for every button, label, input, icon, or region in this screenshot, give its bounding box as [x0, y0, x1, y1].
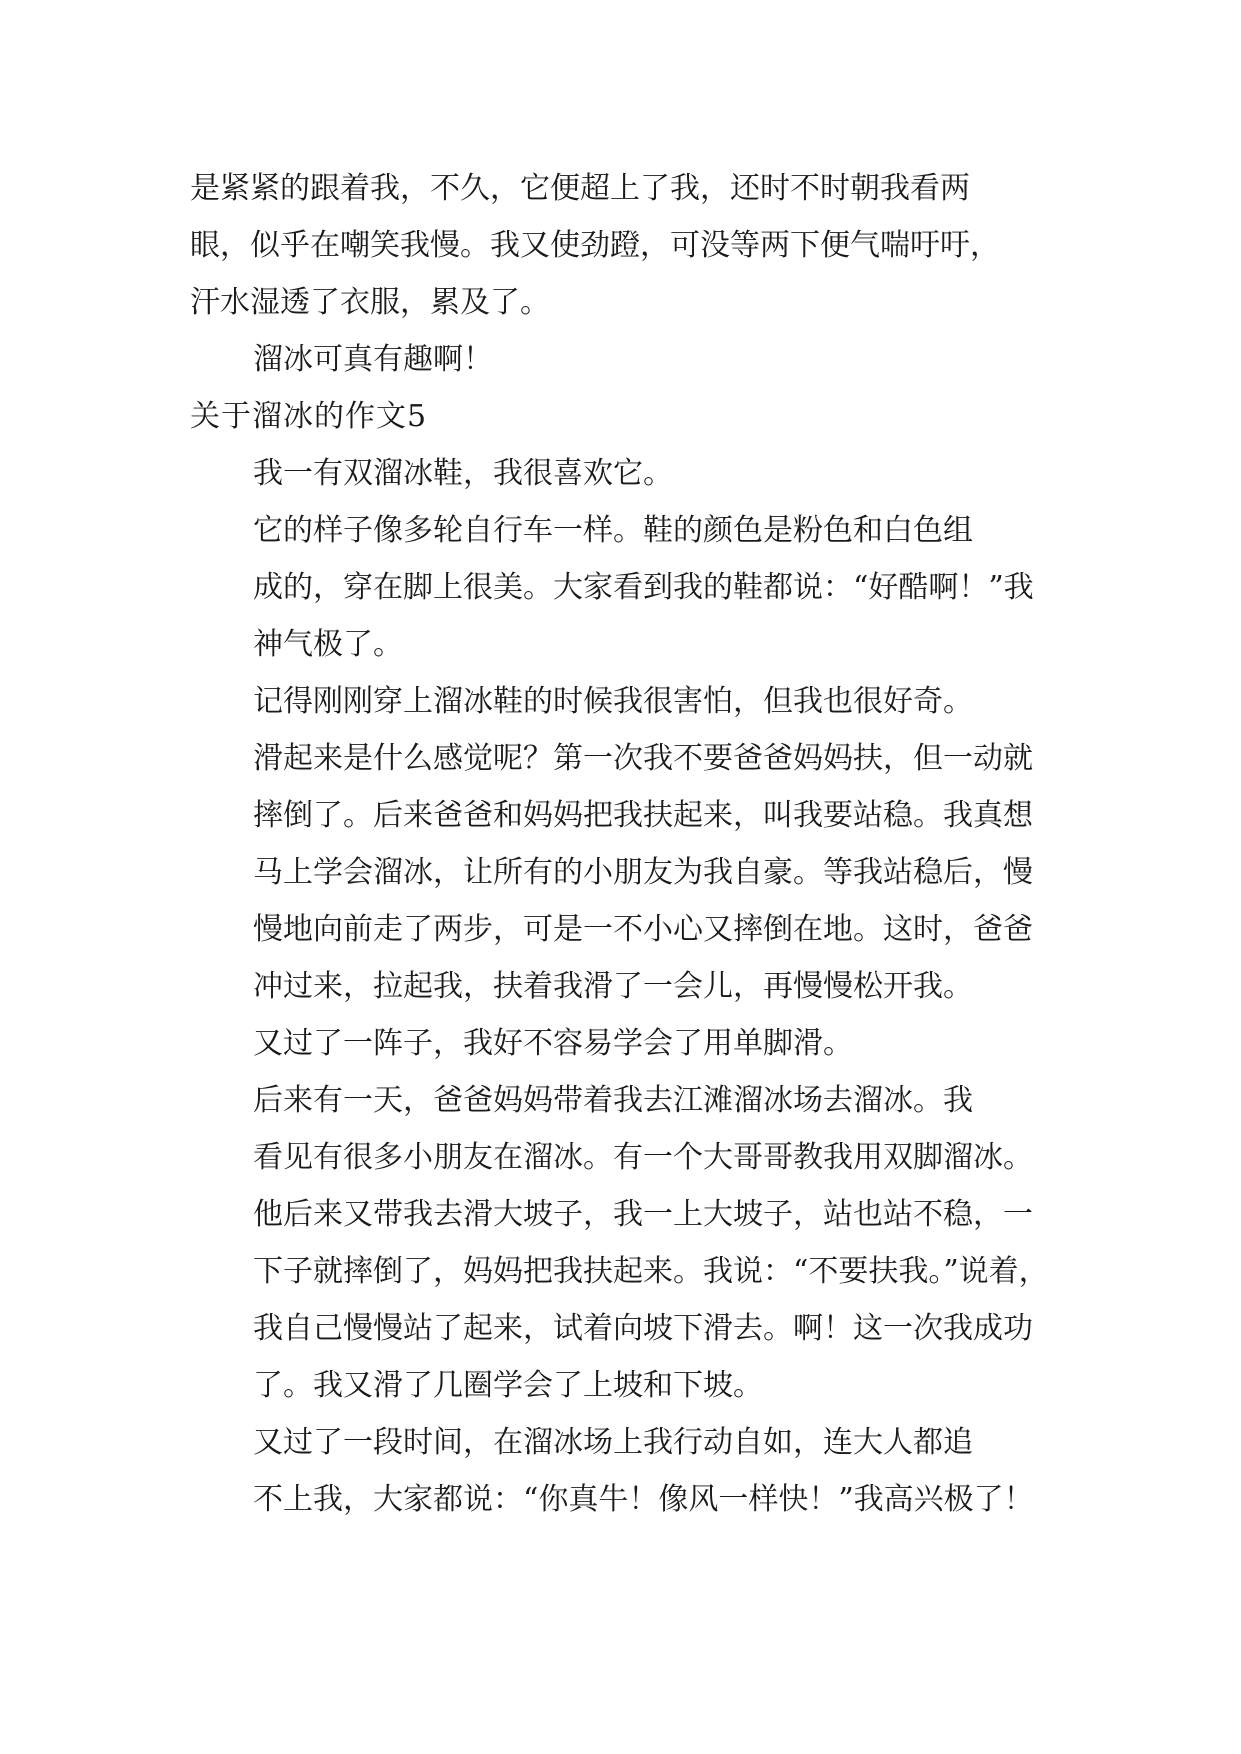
text-line: 滑起来是什么感觉呢？第一次我不要爸爸妈妈扶，但一动就 [253, 741, 1033, 776]
paragraph [190, 1072, 1070, 1414]
text-line: 又过了一段时间，在溜冰场上我行动自如，连大人都追 [253, 1425, 973, 1460]
text-line: 马上学会溜冰，让所有的小朋友为我自豪。等我站稳后，慢 [253, 855, 1033, 890]
text-line: 汗水湿透了衣服，累及了。 [190, 285, 550, 320]
text-line: 冲过来，拉起我，扶着我滑了一会儿，再慢慢松开我。 [253, 969, 973, 1004]
paragraph [190, 445, 1070, 502]
text-line: 记得刚刚穿上溜冰鞋的时候我很害怕，但我也很好奇。 [253, 684, 973, 719]
text-line: 慢地向前走了两步，可是一不小心又摔倒在地。这时，爸爸 [253, 912, 1033, 947]
article-body [190, 160, 1070, 1528]
text-line: 了。我又滑了几圈学会了上坡和下坡。 [253, 1368, 763, 1403]
text-line: 成的，穿在脚上很美。大家看到我的鞋都说：“好酷啊！”我 [253, 570, 1034, 605]
section-heading [190, 388, 1070, 445]
paragraph [190, 1015, 1070, 1072]
paragraph [190, 331, 1070, 388]
paragraph [190, 673, 1070, 1015]
text-line: 又过了一阵子，我好不容易学会了用单脚滑。 [253, 1026, 853, 1061]
text-line: 关于溜冰的作文5 [190, 399, 428, 434]
paragraph [190, 502, 1070, 673]
paragraph [190, 160, 1070, 331]
text-line: 神气极了。 [253, 627, 403, 662]
text-line: 眼，似乎在嘲笑我慢。我又使劲蹬，可没等两下便气喘吁吁， [190, 228, 1000, 263]
text-line: 下子就摔倒了，妈妈把我扶起来。我说：“不要扶我。”说着， [253, 1254, 1049, 1289]
paragraph [190, 1414, 1070, 1528]
text-line: 后来有一天，爸爸妈妈带着我去江滩溜冰场去溜冰。我 [253, 1083, 973, 1118]
text-line: 我一有双溜冰鞋，我很喜欢它。 [253, 456, 673, 491]
text-line: 看见有很多小朋友在溜冰。有一个大哥哥教我用双脚溜冰。 [253, 1140, 1033, 1175]
text-line: 他后来又带我去滑大坡子，我一上大坡子，站也站不稳，一 [253, 1197, 1033, 1232]
text-line: 溜冰可真有趣啊！ [253, 342, 493, 377]
text-line: 它的样子像多轮自行车一样。鞋的颜色是粉色和白色组 [253, 513, 973, 548]
text-line: 是紧紧的跟着我，不久，它便超上了我，还时不时朝我看两 [190, 171, 970, 206]
text-line: 我自己慢慢站了起来，试着向坡下滑去。啊！这一次我成功 [253, 1311, 1033, 1346]
text-line: 摔倒了。后来爸爸和妈妈把我扶起来，叫我要站稳。我真想 [253, 798, 1033, 833]
text-line: 不上我，大家都说：“你真牛！像风一样快！”我高兴极了！ [253, 1482, 1034, 1517]
